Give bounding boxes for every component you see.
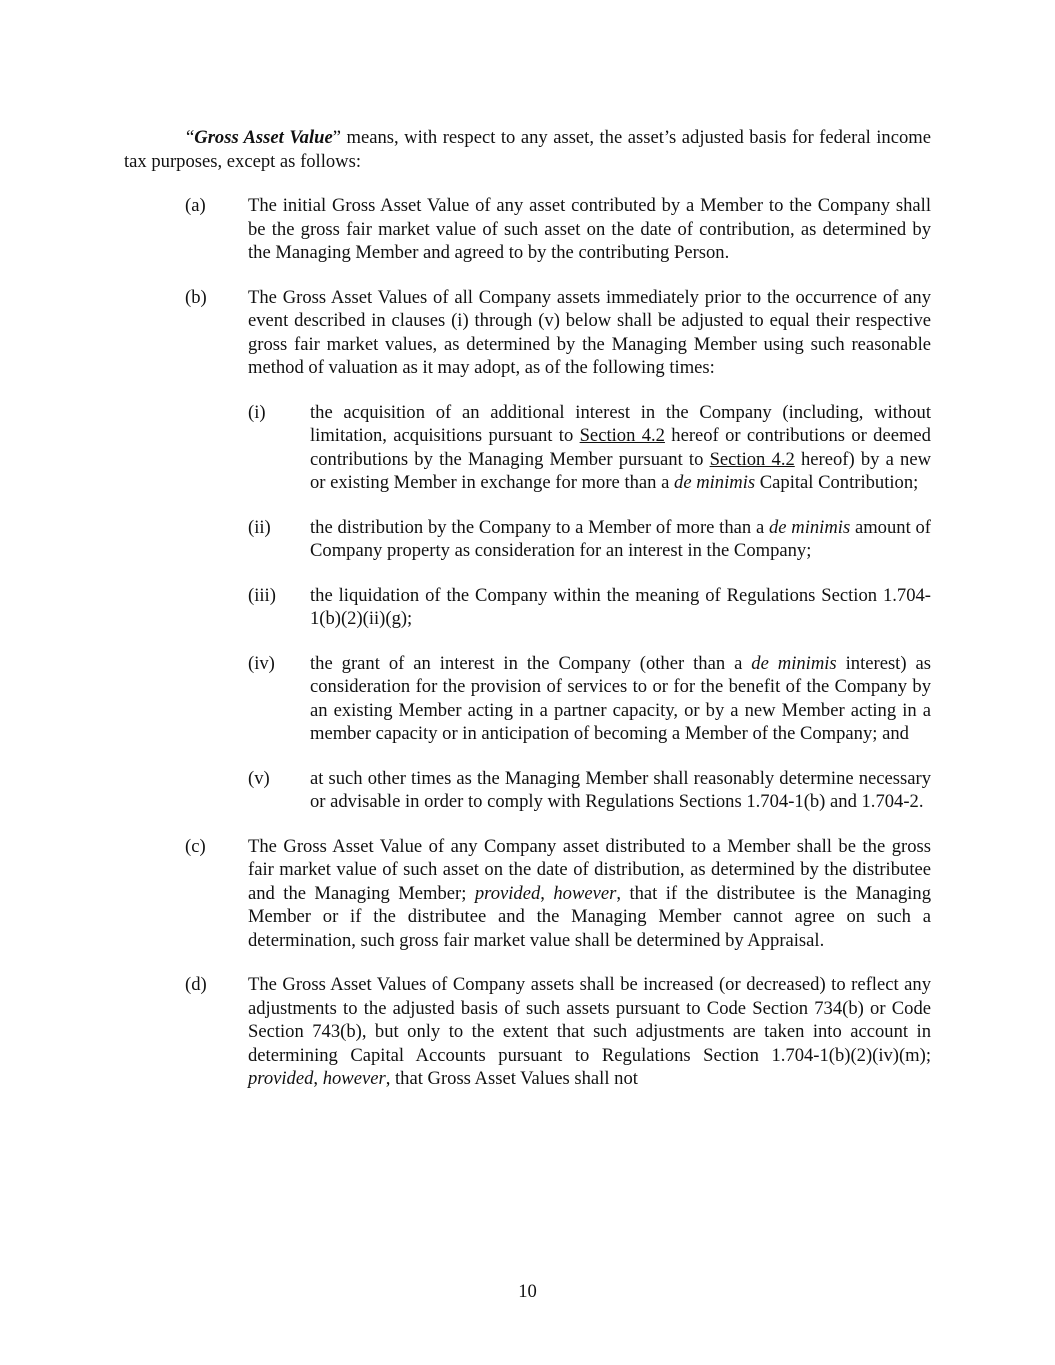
clause-d-text: The Gross Asset Values of Company assets shall be increased (or decreased) to reflect any adjustments to the adjusted basis of such assets pursuant to Code Section 734(b) or Code Section 743(b), but only to the extent that such adjustments are taken into account in determining Capital Accounts pursuant to Regulations Section 1.704-1(b)(2)(iv)(m); provided, however, that Gross Asset Values shall not <box>248 974 931 1089</box>
clause-b-v <box>124 767 931 814</box>
italic-term: provided <box>248 1068 314 1089</box>
clause-d-label: (d) <box>185 974 207 995</box>
clause-c <box>124 835 931 953</box>
clause-b-i <box>124 401 931 495</box>
italic-term: however <box>322 1068 386 1089</box>
clause-b-iv <box>124 652 931 746</box>
italic-term: provided <box>474 882 541 904</box>
clause-b-i-text: the acquisition of an additional interest in the Company (including, without limitation, acquisitions pursuant to Section 4.2 hereof or contributions or deemed contributions by the Managing Member pursuant to Section 4.2 hereof) by a new or existing Member in exchange for more than a de minimis Capital Contribution; <box>310 401 931 493</box>
clause-b-v-label: (v) <box>248 767 270 789</box>
clause-a-label: (a) <box>185 195 206 216</box>
italic-term: de minimis <box>751 652 837 674</box>
clause-b-ii-text: the distribution by the Company to a Member of more than a de minimis amount of Company property as consideration for an interest in the Company; <box>310 516 931 561</box>
clause-b-v-text: at such other times as the Managing Member shall reasonably determine necessary or advisable in order to comply with Regulations Sections 1.704-1(b) and 1.704-2. <box>310 767 931 812</box>
clause-b-ii <box>124 516 931 563</box>
clause-b-iii-label: (iii) <box>248 584 276 606</box>
italic-term: de minimis <box>768 516 851 538</box>
page-body <box>124 126 931 1112</box>
italic-term: de minimis <box>674 472 756 493</box>
close-quote: ” <box>332 127 341 148</box>
defined-term: Gross Asset Value <box>194 127 333 148</box>
clause-a <box>124 194 931 265</box>
clause-d <box>124 973 931 1091</box>
clause-c-text: The Gross Asset Value of any Company asset distributed to a Member shall be the gross fair market value of such asset on the date of distribution, as determined by the distributee and the Managing Member; provided, however, that if the distributee is the Managing Member or if the distributee and the Managing Member cannot agree on such a determination, such gross fair market value shall be determined by Appraisal. <box>248 835 932 951</box>
section-reference-link: Section 4.2 <box>579 425 665 446</box>
clause-b-iv-label: (iv) <box>248 652 275 674</box>
definition-text: means, with respect to any asset, the asset’s adjusted basis for federal income tax purposes, except as follows: <box>124 127 931 172</box>
clause-b <box>124 286 931 380</box>
clause-a-text: The initial Gross Asset Value of any asset contributed by a Member to the Company shall be the gross fair market value of such asset on the date of contribution, as determined by the Managing Member and agreed to by the contributing Person. <box>248 195 931 263</box>
clause-c-label: (c) <box>185 835 206 857</box>
clause-b-iii-text: the liquidation of the Company within the meaning of Regulations Section 1.704-1(b)(2)(ii)(g); <box>310 584 931 629</box>
page-number: 10 <box>518 1281 537 1302</box>
clause-b-iii <box>124 584 931 631</box>
clause-b-iv-text: the grant of an interest in the Company (other than a de minimis interest) as consideration for the provision of services to or for the benefit of the Company by an existing Member acting in a partner capacity, or by a new Member acting in a member capacity or in anticipation of becoming a Member of the Company; and <box>310 652 931 744</box>
definition-paragraph <box>124 126 931 173</box>
open-quote: “ <box>186 127 195 148</box>
italic-term: however <box>553 882 617 904</box>
clause-b-ii-label: (ii) <box>248 516 271 538</box>
clause-b-text: The Gross Asset Values of all Company assets immediately prior to the occurrence of any event described in clauses (i) through (v) below shall be adjusted to equal their respective gross fair market values, as determined by the Managing Member using such reasonable method of valuation as it may adopt, as of the following times: <box>248 286 931 378</box>
clause-b-i-label: (i) <box>248 401 266 423</box>
clause-b-label: (b) <box>185 286 207 308</box>
section-reference-link: Section 4.2 <box>709 448 795 470</box>
